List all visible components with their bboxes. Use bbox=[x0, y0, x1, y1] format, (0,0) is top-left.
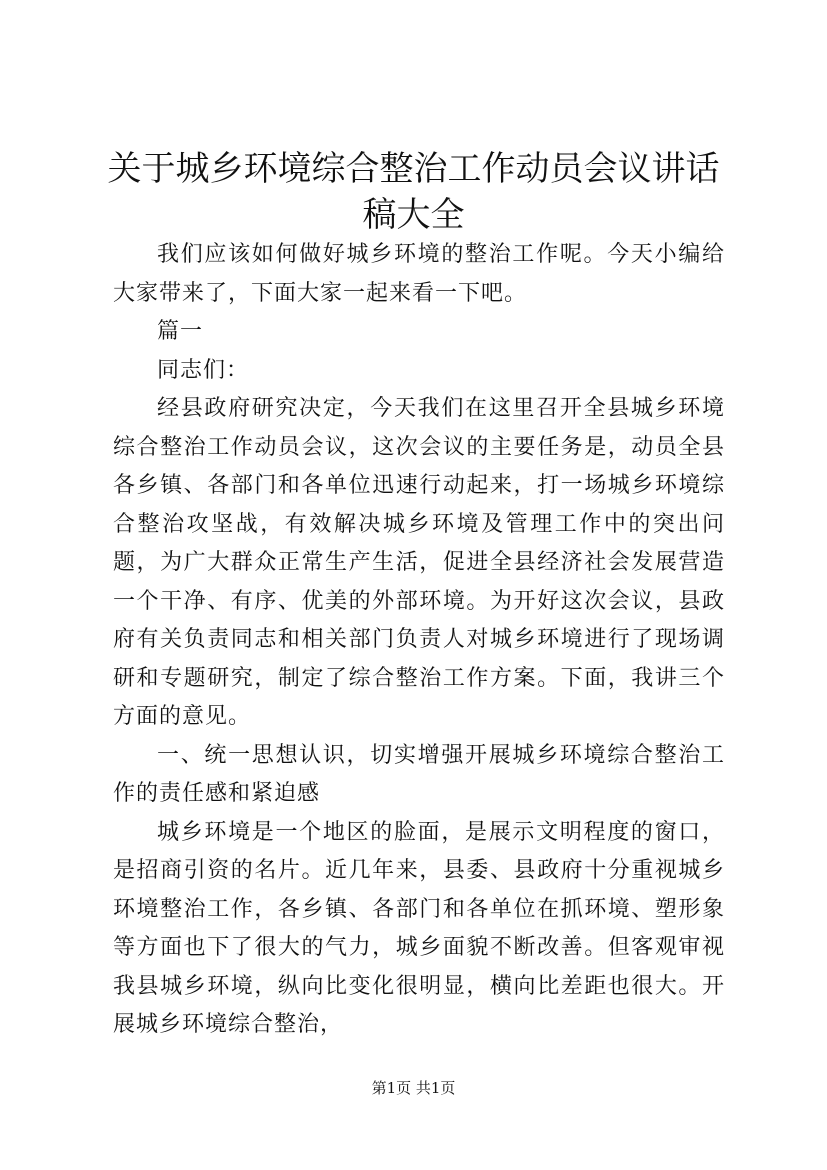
page-footer: 第1页 共1页 bbox=[371, 1079, 456, 1097]
body-paragraph: 城乡环境是一个地区的脸面，是展示文明程度的窗口，是招商引资的名片。近几年来，县委、县政府十分重视城乡环境整治工作，各乡镇、各部门和各单位在抓环境、塑形象等方面也下了很大的气力，城乡面貌不断改善。但客观审视我县城乡环境，纵向比变化很明显，横向比差距也很大。开展城乡环境综合整治， bbox=[113, 819, 725, 1037]
intro-paragraph: 我们应该如何做好城乡环境的整治工作呢。今天小编给大家带来了，下面大家一起来看一下吧。 bbox=[113, 242, 725, 306]
section-label: 篇一 bbox=[157, 319, 204, 344]
salutation: 同志们： bbox=[157, 357, 250, 383]
document-body bbox=[113, 236, 725, 1045]
body-paragraph: 经县政府研究决定，今天我们在这里召开全县城乡环境综合整治工作动员会议，这次会议的主要任务是，动员全县各乡镇、各部门和各单位迅速行动起来，打一场城乡环境综合整治攻坚战，有效解决城乡环境及管理工作中的突出问题，为广大群众正常生产生活，促进全县经济社会发展营造一个干净、有序、优美的外部环境。为开好这次会议，县政府有关负责同志和相关部门负责人对城乡环境进行了现场调研和专题研究，制定了综合整治工作方案。下面，我讲三个方面的意见。 bbox=[113, 396, 725, 729]
section-heading: 一、统一思想认识，切实增强开展城乡环境综合整治工作的责任感和紧迫感 bbox=[113, 742, 725, 806]
document-title: 关于城乡环境综合整治工作动员会议讲话稿大全 bbox=[107, 149, 720, 235]
